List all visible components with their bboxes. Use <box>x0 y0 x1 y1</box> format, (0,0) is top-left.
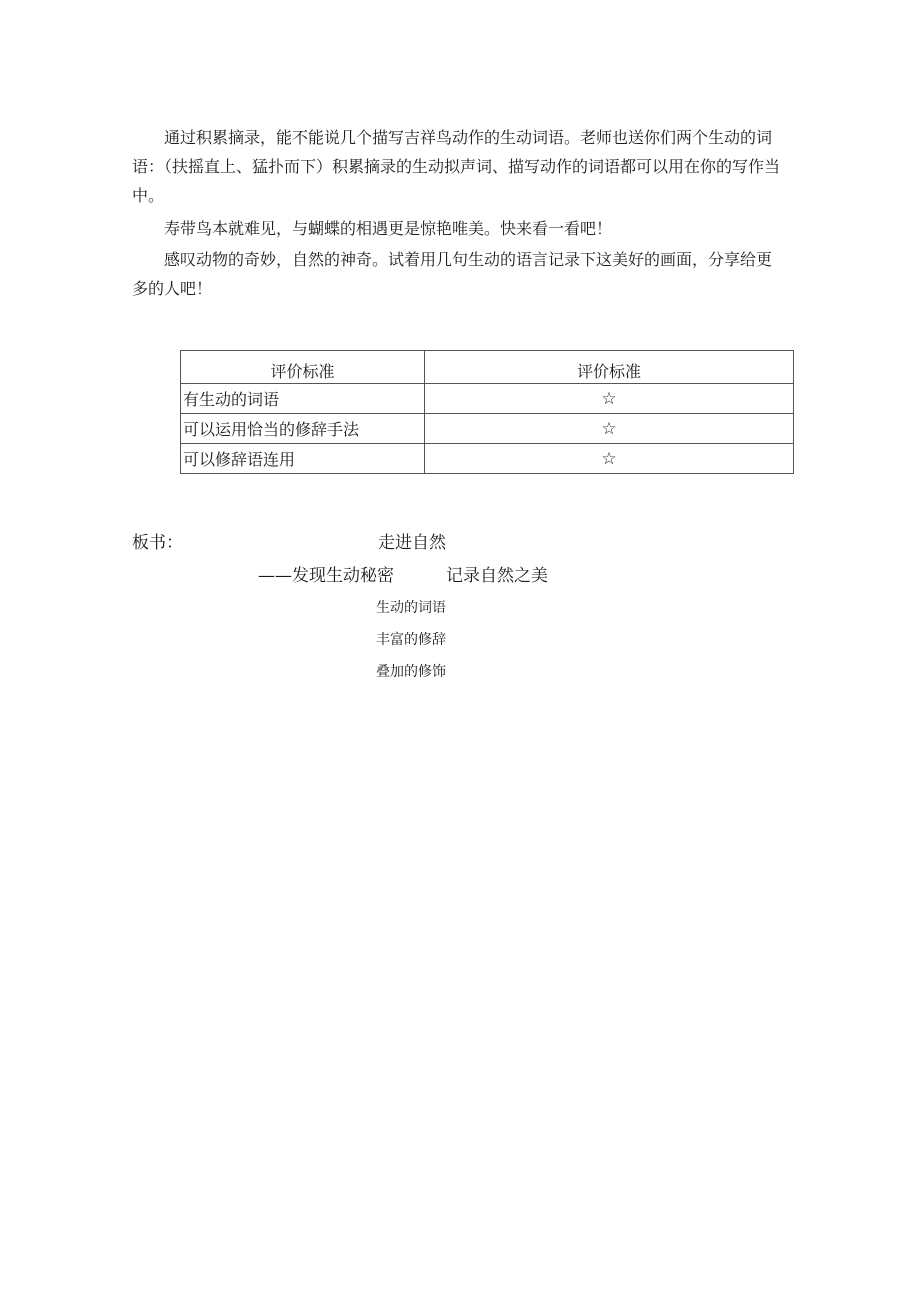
table-header-rating: 评价标准 <box>425 351 794 384</box>
blackboard-item: 叠加的修饰 <box>376 664 446 680</box>
table-row <box>181 414 794 444</box>
table-header-criterion: 评价标准 <box>181 351 425 384</box>
blackboard-title: 走进自然 <box>378 533 446 553</box>
paragraph-vocabulary: 通过积累摘录，能不能说几个描写吉祥鸟动作的生动词语。老师也送你们两个生动的词语：（扶摇直上、猛扑而下）积累摘录的生动拟声词、描写动作的词语都可以用在你的写作当中。 <box>132 128 781 205</box>
paragraph-writing-prompt: 感叹动物的奇妙，自然的神奇。试着用几句生动的语言记录下这美好的画面，分享给更多的人吧！ <box>132 250 773 298</box>
table-row <box>181 384 794 414</box>
table-row <box>181 444 794 474</box>
table-header-row <box>181 351 794 384</box>
star-rating-icon: ☆ <box>425 384 794 414</box>
criterion-cell: 可以修辞语连用 <box>181 444 425 474</box>
star-rating-icon: ☆ <box>425 414 794 444</box>
blackboard-item: 生动的词语 <box>376 600 446 616</box>
paragraph-bird-encounter: 寿带鸟本就难见，与蝴蝶的相遇更是惊艳唯美。快来看一看吧！ <box>164 219 613 238</box>
evaluation-table <box>180 350 794 474</box>
blackboard-item: 丰富的修辞 <box>376 632 446 648</box>
criterion-cell: 可以运用恰当的修辞手法 <box>181 414 425 444</box>
blackboard-subtitle-left: ——发现生动秘密 <box>258 566 394 586</box>
blackboard-subtitle-right: 记录自然之美 <box>446 566 548 586</box>
blackboard-label: 板书： <box>132 533 183 553</box>
star-rating-icon: ☆ <box>425 444 794 474</box>
criterion-cell: 有生动的词语 <box>181 384 425 414</box>
